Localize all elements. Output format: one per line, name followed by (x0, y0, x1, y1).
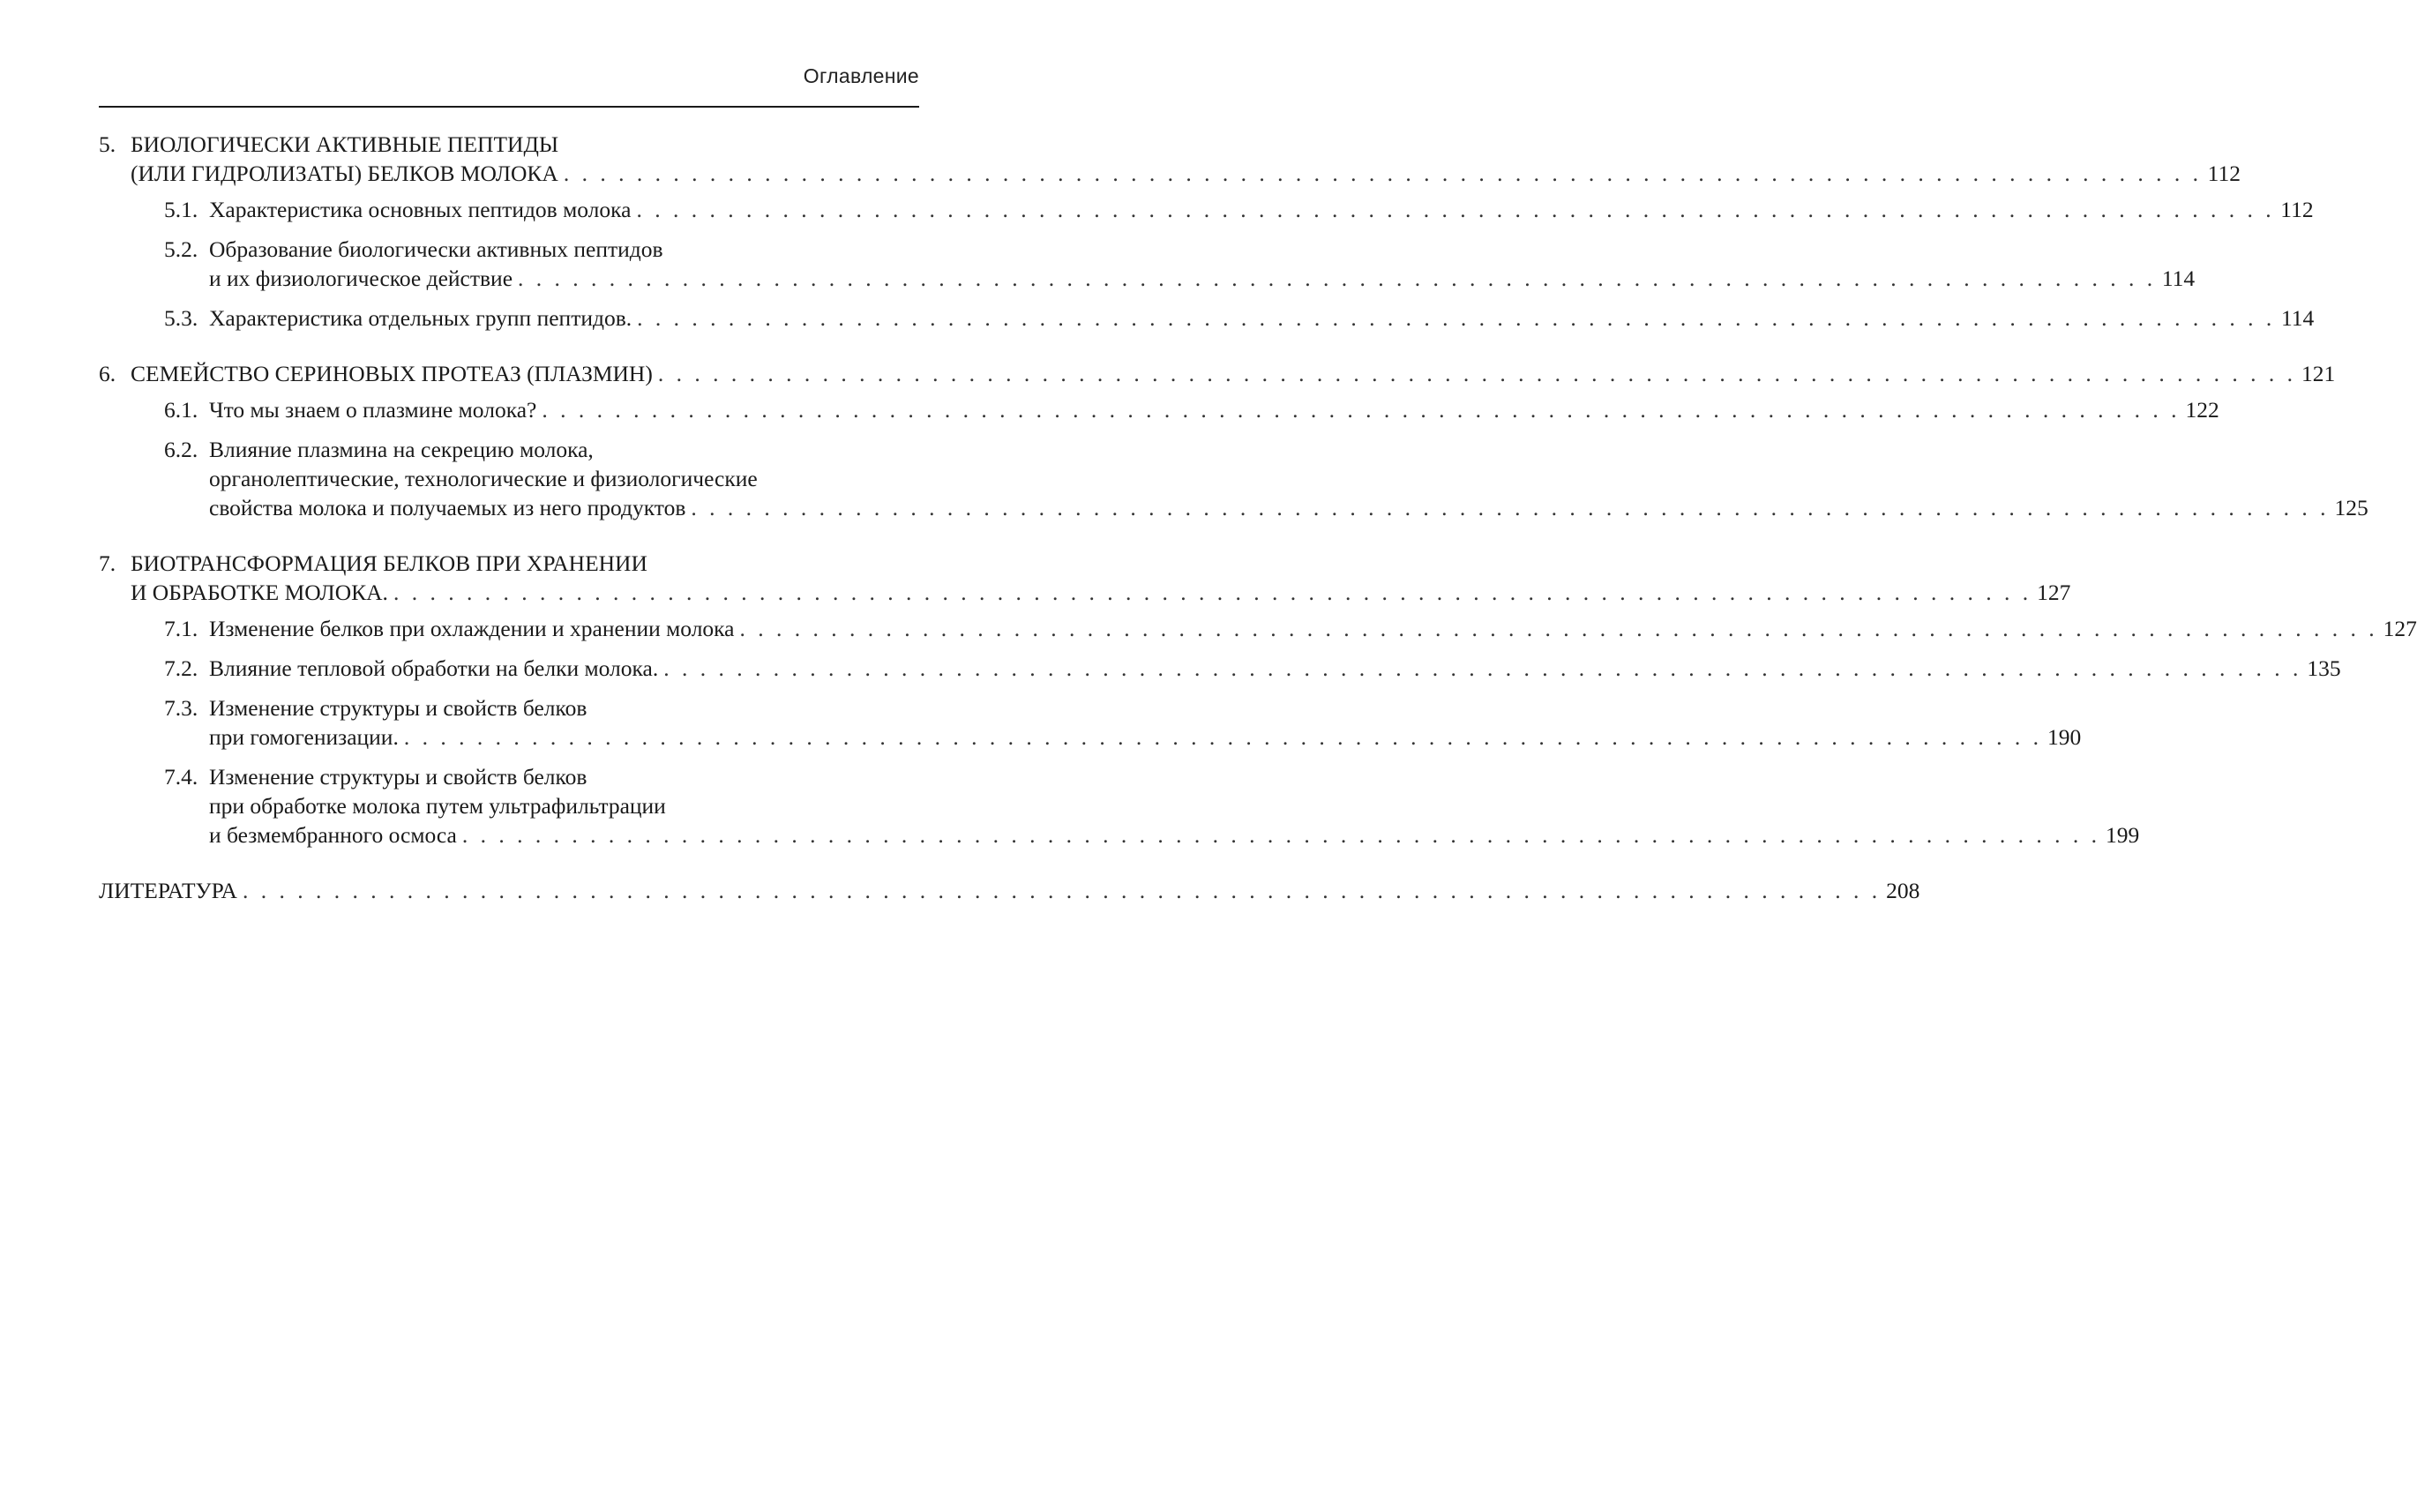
entry-title-line: Характеристика отдельных групп пептидов. (209, 305, 632, 331)
entry-title-line: и их физиологическое действие (209, 266, 513, 291)
entry-title-line: Образование биологически активных пептидов (209, 236, 663, 262)
entry-title-line: свойства молока и получаемых из него продуктов (209, 495, 686, 520)
entry-title-line: Изменение белков при охлаждении и хранении молока (209, 616, 735, 641)
page-number: 121 (2301, 361, 2336, 386)
entry-title-line: при обработке молока путем ультрафильтрации (209, 793, 666, 819)
entry-title-line: Влияние тепловой обработки на белки молока. (209, 655, 659, 681)
toc-entry-section-7-2[interactable] (99, 654, 2341, 683)
toc-entry-section-6-1[interactable] (99, 395, 2219, 424)
entry-title-line: при гомогенизации. (209, 724, 399, 750)
entry-number: 6.1. (164, 397, 198, 423)
running-title: Оглавление (803, 64, 919, 87)
entry-title-line: Что мы знаем о плазмине молока? (209, 397, 537, 423)
page-number: 114 (2280, 305, 2315, 331)
page-number: 127 (2383, 616, 2417, 641)
entry-title-line: (ИЛИ ГИДРОЛИЗАТЫ) БЕЛКОВ МОЛОКА (131, 161, 558, 186)
toc-entry-section-5-2[interactable] (99, 235, 2196, 293)
toc-entry-section-5-1[interactable] (99, 195, 2314, 224)
entry-number: 6.2. (164, 437, 198, 462)
dot-leader (637, 303, 2275, 333)
dot-leader (462, 820, 2100, 850)
entry-title-line: ЛИТЕРАТУРА (99, 878, 237, 903)
entry-title-line: Влияние плазмина на секрецию молока, (209, 437, 594, 462)
page-number: 199 (2105, 822, 2140, 848)
entry-title-line: и безмембранного осмоса (209, 822, 457, 848)
entry-number: 7.1. (164, 616, 198, 641)
dot-leader (542, 395, 2180, 424)
entry-title-line: Изменение структуры и свойств белков (209, 695, 587, 721)
page-number: 190 (2047, 724, 2082, 750)
dot-leader (243, 876, 1881, 905)
dot-leader (663, 654, 2301, 683)
page-number: 208 (1886, 878, 1920, 903)
page-number: 112 (2280, 197, 2314, 222)
entry-title-line: И ОБРАБОТКЕ МОЛОКА. (131, 580, 388, 605)
toc-entry-chapter-6[interactable] (99, 359, 2336, 388)
dot-leader (636, 195, 2274, 224)
entry-number: 7.4. (164, 764, 198, 790)
table-of-contents (99, 130, 2417, 905)
dot-leader (658, 359, 2296, 388)
entry-title-line: БИОТРАНСФОРМАЦИЯ БЕЛКОВ ПРИ ХРАНЕНИИ (131, 550, 647, 576)
page-number: 114 (2161, 266, 2196, 291)
page-number: 135 (2307, 655, 2341, 681)
entry-number: 5.3. (164, 305, 198, 331)
dot-leader (564, 159, 2202, 188)
dot-leader (740, 614, 2378, 643)
page-number: 125 (2334, 495, 2368, 520)
toc-entry-section-5-3[interactable] (99, 303, 2315, 333)
entry-number: 7.3. (164, 695, 198, 721)
dot-leader (404, 722, 2042, 752)
page-number: 122 (2185, 397, 2219, 423)
entry-title-line: органолептические, технологические и физиологические (209, 466, 758, 491)
entry-number: 7.2. (164, 655, 198, 681)
dot-leader (691, 493, 2329, 522)
entry-title-line: Изменение структуры и свойств белков (209, 764, 587, 790)
entry-number: 5.2. (164, 236, 198, 262)
entry-title-line: БИОЛОГИЧЕСКИ АКТИВНЫЕ ПЕПТИДЫ (131, 131, 559, 157)
toc-entry-chapter-5[interactable] (99, 130, 2241, 188)
entry-title-line: СЕМЕЙСТВО СЕРИНОВЫХ ПРОТЕАЗ (ПЛАЗМИН) (131, 361, 653, 386)
toc-entry-section-7-4[interactable] (99, 762, 2140, 850)
toc-entry-bibliography[interactable] (99, 876, 1920, 905)
dot-leader (393, 578, 2032, 607)
entry-number: 7. (99, 550, 116, 576)
toc-entry-chapter-7[interactable] (99, 549, 2071, 607)
entry-number: 5.1. (164, 197, 198, 222)
dot-leader (518, 264, 2156, 293)
entry-number: 5. (99, 131, 116, 157)
entry-number: 6. (99, 361, 116, 386)
entry-title-line: Характеристика основных пептидов молока (209, 197, 632, 222)
toc-entry-section-6-2[interactable] (99, 435, 2368, 522)
page-number: 127 (2037, 580, 2071, 605)
toc-entry-section-7-3[interactable] (99, 693, 2082, 752)
page-number: 112 (2207, 161, 2241, 186)
header-rule (99, 106, 919, 108)
toc-entry-section-7-1[interactable] (99, 614, 2417, 643)
